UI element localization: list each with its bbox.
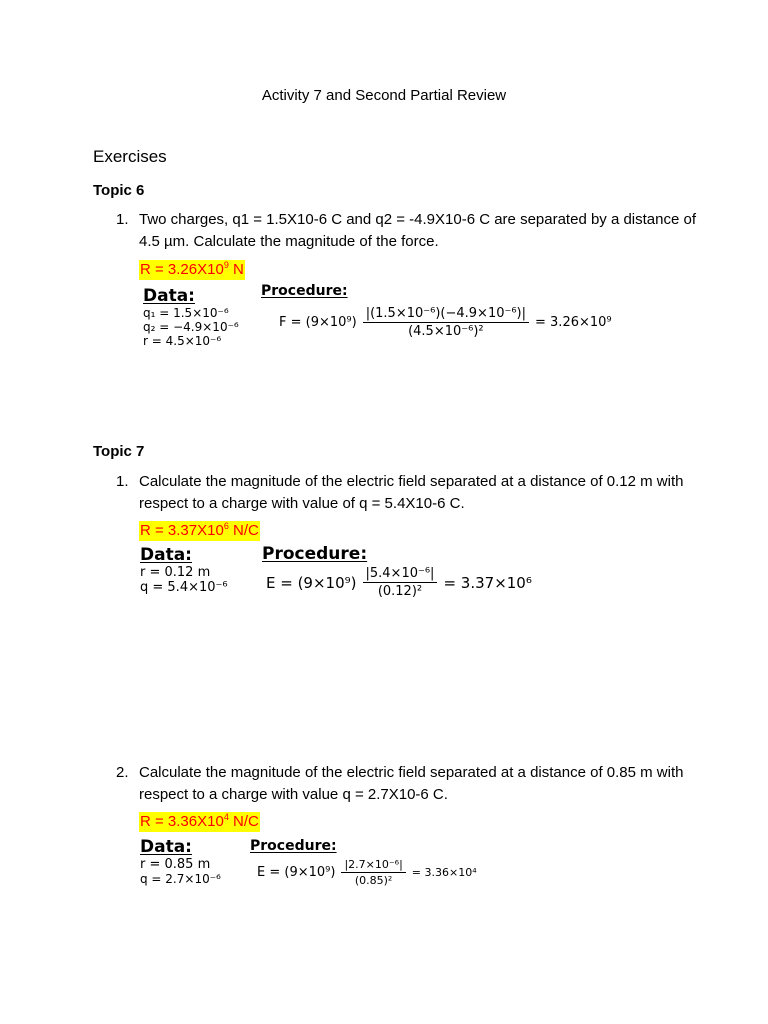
equation-lhs: E = (9×10⁹) <box>257 865 336 880</box>
answer-exponent: 9 <box>223 260 229 270</box>
answer-unit: N/C <box>228 522 259 539</box>
equation-fraction <box>341 858 405 887</box>
topic-heading: Topic 6 <box>93 182 145 199</box>
question-text: Calculate the magnitude of the electric field separated at a distance of 0.12 m with respect to a charge with value of q = 5.4X10-6 C. <box>139 473 684 512</box>
equation-denominator: (4.5×10⁻⁶)² <box>408 324 484 339</box>
data-line: r = 4.5×10⁻⁶ <box>143 334 222 348</box>
data-line: r = 0.85 m <box>140 857 211 872</box>
answer-highlight <box>139 260 245 280</box>
answer-prefix: R = 3.37X10 <box>140 522 224 539</box>
equation-numerator: |2.7×10⁻⁶| <box>341 858 405 873</box>
equation-result: = 3.37×10⁶ <box>443 573 532 592</box>
document-title: Activity 7 and Second Partial Review <box>261 87 507 104</box>
answer-prefix: R = 3.36X10 <box>140 813 224 830</box>
equation-fraction <box>363 566 438 599</box>
question-number: 1. <box>116 473 129 490</box>
section-heading: Exercises <box>93 147 167 166</box>
procedure-label: Procedure: <box>262 544 368 564</box>
data-line: q = 2.7×10⁻⁶ <box>140 872 221 886</box>
data-line: q₂ = −4.9×10⁻⁶ <box>143 320 239 334</box>
equation-lhs: F = (9×10⁹) <box>279 315 357 330</box>
data-line: q₁ = 1.5×10⁻⁶ <box>143 306 229 320</box>
data-line: q = 5.4×10⁻⁶ <box>140 580 228 595</box>
procedure-label: Procedure: <box>261 283 348 299</box>
data-label: Data: <box>140 545 192 565</box>
answer-exponent: 4 <box>223 812 229 822</box>
answer-highlight <box>139 812 260 832</box>
question-text: Two charges, q1 = 1.5X10-6 C and q2 = -4.9X10-6 C are separated by a distance of 4.5 µm. Calculate the magnitude of the force. <box>139 211 697 250</box>
equation-result: = 3.36×10⁴ <box>411 866 477 879</box>
handwritten-equation <box>266 566 532 599</box>
answer-unit: N/C <box>228 813 259 830</box>
answer-unit: N <box>228 261 244 278</box>
equation-denominator: (0.12)² <box>377 584 423 599</box>
equation-numerator: |(1.5×10⁻⁶)(−4.9×10⁻⁶)| <box>363 306 529 323</box>
handwritten-data-block <box>140 545 228 595</box>
data-label: Data: <box>140 837 192 857</box>
question-number: 1. <box>116 211 129 228</box>
equation-lhs: E = (9×10⁹) <box>266 573 357 592</box>
answer-prefix: R = 3.26X10 <box>140 261 224 278</box>
answer-exponent: 6 <box>223 521 229 531</box>
procedure-label: Procedure: <box>250 838 337 854</box>
question-text: Calculate the magnitude of the electric field separated at a distance of 0.85 m with respect to a charge with value q = 2.7X10-6 C. <box>139 764 684 803</box>
handwritten-equation <box>279 306 612 339</box>
data-label: Data: <box>143 286 195 306</box>
equation-denominator: (0.85)² <box>354 874 393 887</box>
topic-heading: Topic 7 <box>93 443 145 460</box>
equation-fraction <box>363 306 529 339</box>
handwritten-data-block <box>143 286 239 348</box>
question-number: 2. <box>116 764 129 781</box>
data-line: r = 0.12 m <box>140 565 211 580</box>
handwritten-data-block <box>140 837 221 886</box>
handwritten-equation <box>257 858 477 887</box>
equation-numerator: |5.4×10⁻⁶| <box>363 566 438 583</box>
equation-result: = 3.26×10⁹ <box>535 315 612 330</box>
answer-highlight <box>139 521 260 541</box>
